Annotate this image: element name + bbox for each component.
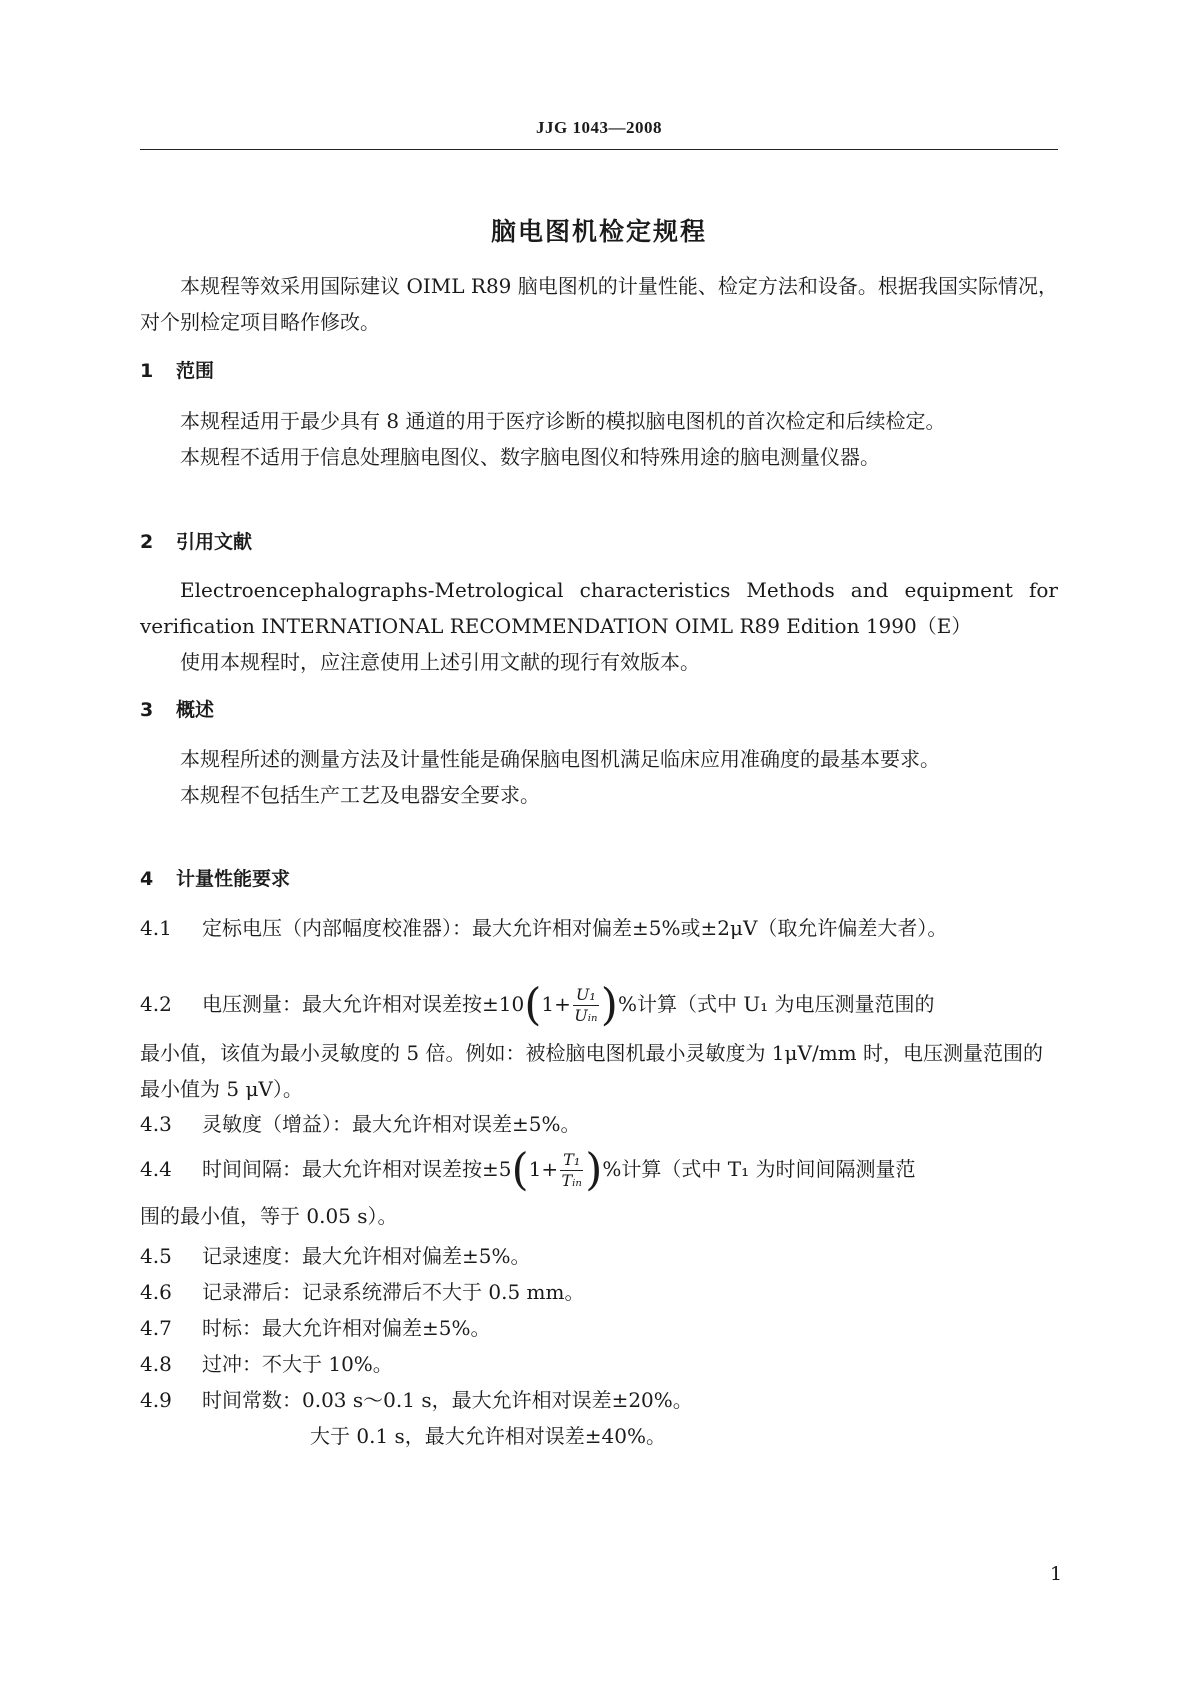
item-4-1 <box>140 910 1058 946</box>
item-number: 4.1 <box>140 916 172 940</box>
section-number: 2 <box>140 531 154 553</box>
item-number: 4.9 <box>140 1388 172 1412</box>
section-3-body <box>140 741 1058 813</box>
header-rule <box>140 149 1058 150</box>
formula-fraction <box>573 985 599 1026</box>
item-4-2-continued <box>140 1035 1058 1107</box>
fraction-numerator: T₁ <box>560 1150 583 1171</box>
item-4-5 <box>140 1238 1058 1274</box>
section-number: 4 <box>140 868 154 890</box>
section-1-body <box>140 403 1058 475</box>
item-text-post: %计算（式中 U₁ 为电压测量范围的 <box>617 992 935 1016</box>
item-text: 过冲：不大于 10%。 <box>202 1352 393 1376</box>
item-text-pre: 电压测量：最大允许相对误差按±10 <box>202 992 525 1016</box>
intro-paragraph <box>140 268 1058 340</box>
section-2-heading <box>140 527 252 554</box>
item-text: 灵敏度（增益）：最大允许相对误差±5%。 <box>202 1112 581 1136</box>
formula-one: 1+ <box>541 992 571 1016</box>
formula-paren-right: ) <box>600 979 618 1031</box>
paragraph: 本规程不适用于信息处理脑电图仪、数字脑电图仪和特殊用途的脑电测量仪器。 <box>180 445 880 469</box>
formula-paren-left: ( <box>524 979 542 1031</box>
item-4-2 <box>140 979 1058 1031</box>
item-number: 4.5 <box>140 1244 172 1268</box>
fraction-denominator: Tᵢₙ <box>561 1171 582 1190</box>
item-4-9 <box>140 1382 1058 1418</box>
section-number: 3 <box>140 699 154 721</box>
item-number: 4.2 <box>140 992 172 1016</box>
item-number: 4.4 <box>140 1157 172 1181</box>
item-4-9-continued <box>310 1418 1058 1454</box>
item-text: 时间常数：0.03 s～0.1 s，最大允许相对误差±20%。 <box>202 1388 693 1412</box>
paragraph: 本规程不包括生产工艺及电器安全要求。 <box>180 783 540 807</box>
section-1-heading <box>140 356 214 383</box>
paragraph: 本规程所述的测量方法及计量性能是确保脑电图机满足临床应用准确度的最基本要求。 <box>180 747 940 771</box>
item-4-7 <box>140 1310 1058 1346</box>
item-4-4 <box>140 1144 1058 1196</box>
fraction-numerator: U₁ <box>573 985 599 1006</box>
section-title: 计量性能要求 <box>176 868 291 890</box>
paragraph: 使用本规程时，应注意使用上述引用文献的现行有效版本。 <box>180 650 700 674</box>
section-title: 概述 <box>176 699 215 721</box>
item-4-6 <box>140 1274 1058 1310</box>
section-number: 1 <box>140 360 154 382</box>
formula-fraction <box>560 1150 583 1191</box>
item-text: 定标电压（内部幅度校准器）：最大允许相对偏差±5%或±2μV（取允许偏差大者）。 <box>202 916 948 940</box>
item-text-continued: 最小值，该值为最小灵敏度的 5 倍。例如：被检脑电图机最小灵敏度为 1μV/mm 时，电压测量范围的最小值为 5 μV）。 <box>140 1041 1043 1101</box>
document-code-header: JJG 1043—2008 <box>536 118 662 137</box>
item-text-continued: 围的最小值，等于 0.05 s）。 <box>140 1204 398 1228</box>
document-title: 脑电图机检定规程 <box>490 217 707 246</box>
item-text-pre: 时间间隔：最大允许相对误差按±5 <box>202 1157 512 1181</box>
section-title: 引用文献 <box>176 531 253 553</box>
item-4-8 <box>140 1346 1058 1382</box>
item-text: 记录滞后：记录系统滞后不大于 0.5 mm。 <box>202 1280 585 1304</box>
item-number: 4.8 <box>140 1352 172 1376</box>
item-4-4-continued <box>140 1198 1058 1234</box>
item-number: 4.3 <box>140 1112 172 1136</box>
fraction-denominator: Uᵢₙ <box>574 1006 598 1025</box>
item-text-post: %计算（式中 T₁ 为时间间隔测量范 <box>602 1157 916 1181</box>
reference-citation: Electroencephalographs-Metrological characteristics Methods and equipment for verification INTERNATIONAL RECOMMENDATION OIML R89 Edition 1990（E） <box>140 578 1058 638</box>
item-4-3 <box>140 1106 1058 1142</box>
intro-text: 本规程等效采用国际建议 OIML R89 脑电图机的计量性能、检定方法和设备。根据我国实际情况，对个别检定项目略作修改。 <box>140 274 1058 334</box>
item-number: 4.6 <box>140 1280 172 1304</box>
section-3-heading <box>140 695 214 722</box>
section-title: 范围 <box>176 360 215 382</box>
item-text-continued: 大于 0.1 s，最大允许相对误差±40%。 <box>310 1424 666 1448</box>
formula-one: 1+ <box>528 1157 559 1181</box>
item-number: 4.7 <box>140 1316 172 1340</box>
formula-paren-right: ) <box>585 1144 603 1196</box>
section-4-heading <box>140 864 290 891</box>
item-text: 时标：最大允许相对偏差±5%。 <box>202 1316 491 1340</box>
item-text: 记录速度：最大允许相对偏差±5%。 <box>202 1244 531 1268</box>
section-2-body <box>140 572 1058 680</box>
page-number: 1 <box>1050 1563 1063 1585</box>
paragraph: 本规程适用于最少具有 8 通道的用于医疗诊断的模拟脑电图机的首次检定和后续检定。 <box>180 409 946 433</box>
formula-paren-left: ( <box>511 1144 529 1196</box>
